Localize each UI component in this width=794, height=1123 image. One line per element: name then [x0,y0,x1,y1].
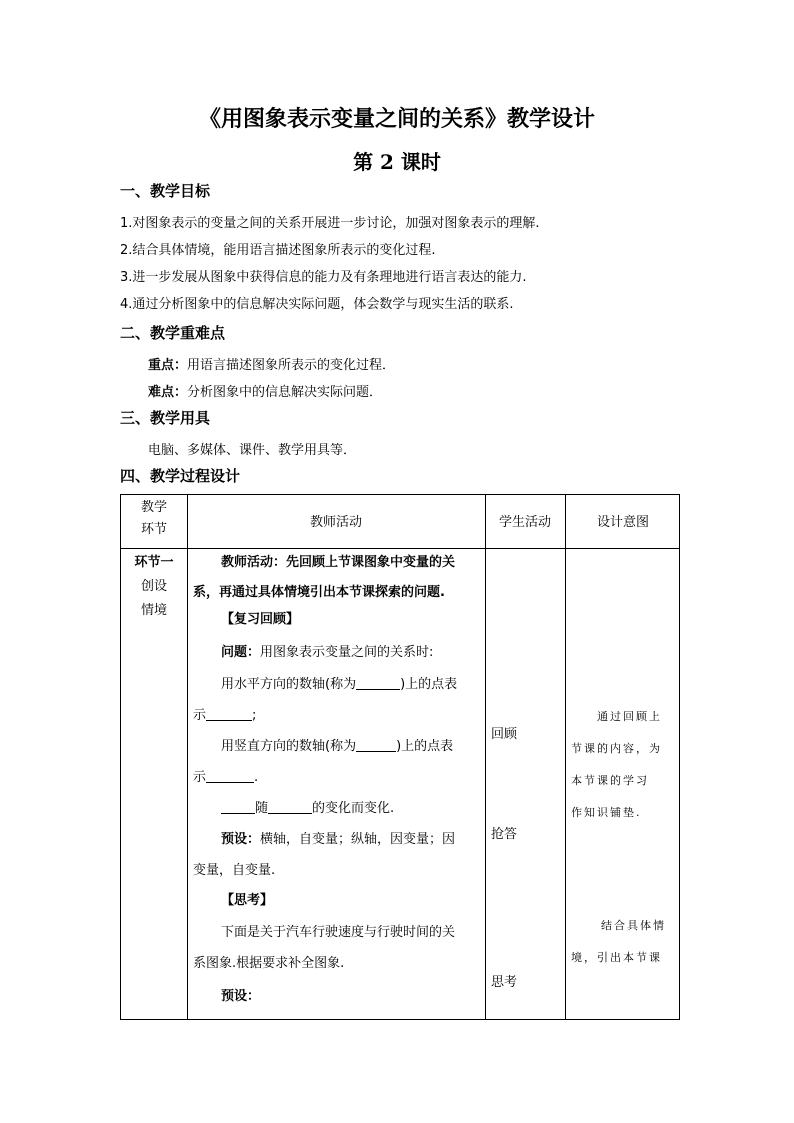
lesson-number: 第 2 课时 [353,150,441,174]
question-text: ; [252,708,257,723]
question-blank-line [221,735,453,754]
student-activity-answer: 抢答 [491,827,518,842]
answer-blank [356,677,400,690]
header-teacher-activity: 教师活动 [309,515,362,530]
goal-item: 2.结合具体情境，能用语言描述图象所表示的变化过程. [120,243,436,258]
difficult-point-text: 分析图象中的信息解决实际问题． [187,385,383,400]
question-text: )上的点表 [396,739,454,754]
stage-cell [121,551,187,623]
question-line [221,641,433,660]
question-text: 用图象表示变量之间的关系时: [260,645,434,660]
difficult-point-label: 难点： [148,385,188,400]
document-title: 《用图象表示变量之间的关系》教学设计 [198,106,595,132]
question-blank-line [221,797,394,816]
design-intent-line: 作知识铺垫. [571,806,642,819]
question-text: 用竖直方向的数轴(称为 [221,739,357,754]
design-intent-text [571,701,679,829]
tools-text: 电脑、多媒体、课件、教学用具等． [148,443,357,458]
preset-text: 横轴，自变量；纵轴，因变量；因 [260,832,456,847]
question-text: 示 [193,770,207,785]
answer-blank [221,801,255,814]
think-text-line: 下面是关于汽车行驶速度与行驶时间的关 [221,925,456,940]
think-text-line: 系图象.根据要求补全图象. [193,956,345,971]
question-blank-line [221,673,457,692]
key-point [148,354,395,373]
table-column-divider [187,495,188,1019]
table-column-divider [565,495,566,1019]
student-activity-review: 回顾 [491,727,518,742]
stage-name-line: 创设 [140,579,167,594]
difficult-point [148,381,382,400]
student-activity-think: 思考 [491,975,518,990]
header-design-intent: 设计意图 [596,515,649,530]
question-text: 用水平方向的数轴(称为 [221,677,357,692]
design-intent-text [571,910,679,974]
design-intent-line: 境，引出本节课 [571,951,662,964]
question-blank-line [193,704,256,723]
section-process-title: 四、教学过程设计 [120,467,241,485]
section-key-points-title: 二、教学重难点 [120,324,226,342]
key-point-text: 用语言描述图象所表示的变化过程． [187,358,396,373]
process-table [120,494,680,1020]
stage-name-line: 情境 [140,603,167,618]
question-blank-line [193,766,258,785]
table-column-divider [485,495,486,1019]
goal-item: 3.进一步发展从图象中获得信息的能力及有条理地进行语言表达的能力. [120,270,527,285]
answer-blank [206,708,252,721]
design-intent-line: 通过回顾上 [597,710,662,723]
design-intent-line: 本节课的学习 [571,774,649,787]
stage-number: 环节一 [134,555,174,570]
section-goals-title: 一、教学目标 [120,182,211,200]
question-text: . [254,770,259,785]
preset-label: 预设： [221,832,261,847]
preset-answer-line [221,828,455,847]
review-tag: 【复习回顾】 [221,612,300,627]
question-text: 随 [255,801,269,816]
answer-blank [206,770,254,783]
teacher-activity-line: 系，再通过具体情境引出本节课探索的问题. [193,585,445,600]
think-tag: 【思考】 [221,893,274,908]
key-point-label: 重点： [148,358,188,373]
header-student-activity: 学生活动 [498,515,551,530]
teacher-activity-line: 教师活动：先回顾上节课图象中变量的关 [221,555,456,570]
goal-item: 1.对图象表示的变量之间的关系开展进一步讨论，加强对图象表示的理解. [120,216,540,231]
goal-item: 4.通过分析图象中的信息解决实际问题，体会数学与现实生活的联系. [120,297,514,312]
preset-label: 预设： [221,989,261,1004]
question-text: )上的点表 [400,677,458,692]
preset-answer-line: 变量，自变量. [193,863,276,878]
question-text: 的变化而变化. [312,801,395,816]
question-label: 问题： [221,645,261,660]
section-tools-title: 三、教学用具 [120,409,211,427]
design-intent-line: 节课的内容，为 [571,742,662,755]
header-stage-line: 环节 [140,522,167,537]
table-header-divider [121,548,679,549]
question-text: 示 [193,708,207,723]
header-stage-line: 教学 [140,500,167,515]
header-stage [121,497,187,541]
answer-blank [268,801,312,814]
design-intent-line: 结合具体情 [601,919,666,932]
answer-blank [356,739,396,752]
